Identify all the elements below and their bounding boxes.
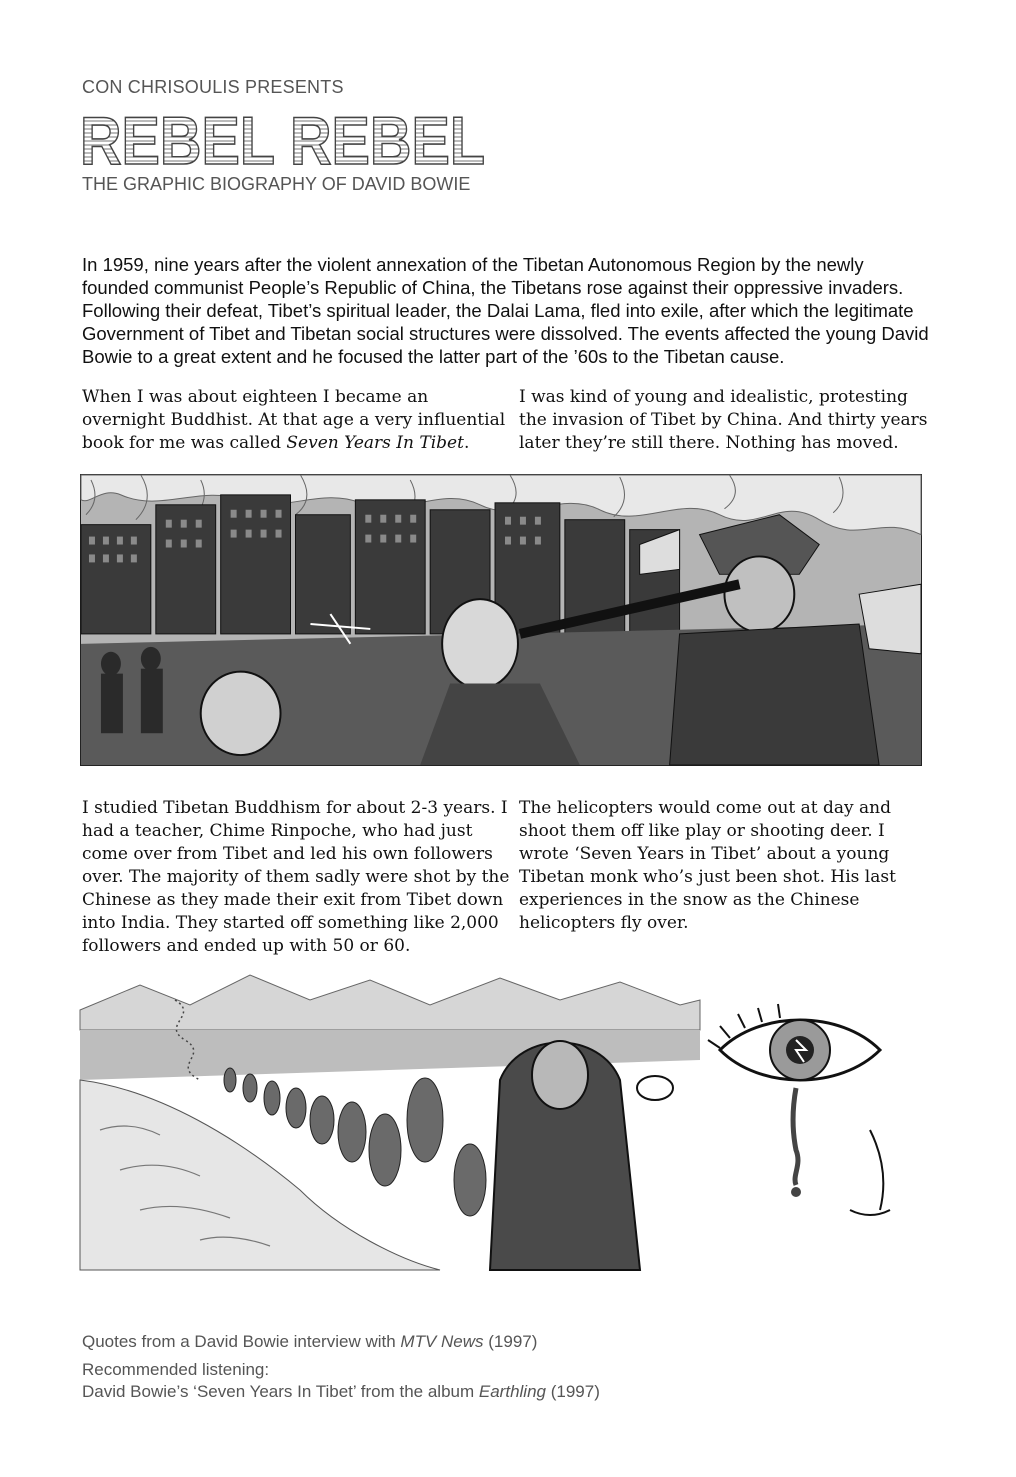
svg-text:REBEL REBEL: REBEL REBEL — [80, 103, 485, 179]
subtitle: THE GRAPHIC BIOGRAPHY OF DAVID BOWIE — [82, 174, 471, 194]
comic-panel-invasion — [80, 474, 922, 766]
quote-idealistic: I was kind of young and idealistic, protesting the invasion of Tibet by China. And thirty years later they’re still there. Nothing has moved. — [519, 387, 928, 453]
quote-helicopters: The helicopters would come out at day and shoot them off like play or shooting deer. I wrote ‘Seven Years in Tibet’ about a young Tibetan monk who’s just been shot. His last experiences in the snow as the Chinese helicopters fly over. — [519, 798, 896, 933]
intro-paragraph: In 1959, nine years after the violent annexation of the Tibetan Autonomous Region by the newly founded communist People’s Republic of China, the Tibetans rose against their oppressive invaders. Following their defeat, Tibet’s spiritual leader, the Dalai Lama, fled into exile, after which the legitimate Government of Tibet and Tibetan social structures were dissolved. The events affected the young David Bowie to a great extent and he focused the latter part of the ’60s to the Tibetan cause. — [82, 254, 929, 367]
comic-panel-exodus — [80, 970, 925, 1270]
credits — [82, 1331, 600, 1409]
source-credit: Quotes from a David Bowie interview with MTV News (1997) — [82, 1332, 538, 1351]
recommended-listening: Recommended listening: David Bowie’s ‘Seven Years In Tibet’ from the album Earthling (1997) — [82, 1360, 600, 1401]
rebel-rebel-logo — [80, 103, 490, 179]
presents-line: CON CHRISOULIS PRESENTS — [82, 77, 344, 97]
quote-studied: I studied Tibetan Buddhism for about 2-3 years. I had a teacher, Chime Rinpoche, who had just come over from Tibet and led his own followers over. The majority of them sadly were shot by the Chinese as they made their exit from Tibet down into India. They started off something like 2,000 followers and ended up with 50 or 60. — [82, 798, 510, 956]
quote-eighteen: When I was about eighteen I became an overnight Buddhist. At that age a very influential book for me was called Seven Years In Tibet. — [82, 387, 506, 453]
